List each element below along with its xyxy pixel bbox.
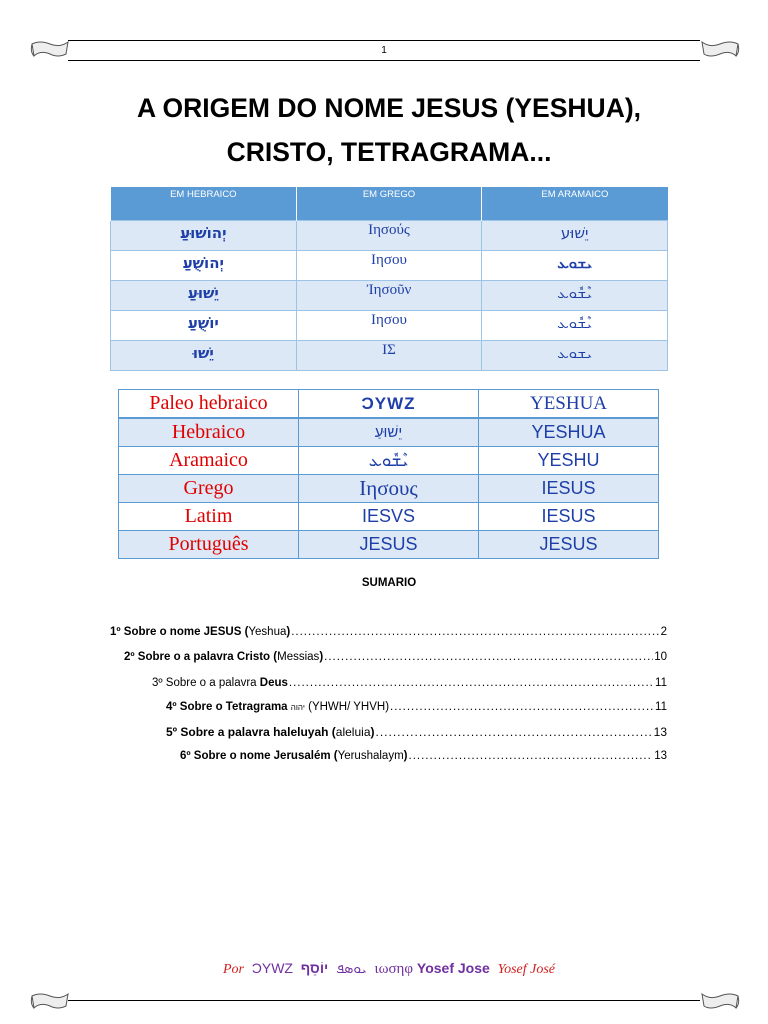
table-row [119, 418, 659, 447]
toc-entry-5[interactable] [166, 725, 667, 739]
aramaic-cell: ܝܶܫܽܘܥ [482, 281, 668, 311]
script-cell: JESUS [299, 531, 479, 559]
hebrew-cell: יֵשׁוּ [111, 341, 297, 371]
hebrew-cell: יֵשׁוּעַ [111, 281, 297, 311]
transliteration-cell: JESUS [479, 531, 659, 559]
toc-label-note: Messias [277, 651, 320, 663]
transliteration-cell: YESHUA [479, 418, 659, 447]
language-cell: Latim [119, 503, 299, 531]
footer-rule [68, 1000, 700, 1001]
page-number: 1 [381, 45, 387, 56]
table-row [111, 251, 668, 281]
header-hebrew: EM HEBRAICO [111, 187, 297, 221]
summary-heading: SUMARIO [361, 577, 417, 589]
aramaic-cell: יֵשׁוּע [482, 221, 668, 251]
hebrew-cell: יְהוֹשׁוּעַ [111, 221, 297, 251]
language-cell: Português [119, 531, 299, 559]
toc-label: Deus [259, 677, 288, 689]
names-table [110, 187, 668, 371]
toc-tetragram: יהוה [290, 703, 305, 712]
toc-leader [291, 626, 659, 638]
toc-label-note: (YHWH/ YHVH) [304, 701, 390, 713]
signature-name-bold: Yosef Jose [416, 960, 490, 976]
names-table-header [111, 187, 668, 221]
aramaic-cell: ܝܫܘܥ [482, 251, 668, 281]
toc-page-number: 2 [660, 626, 667, 638]
toc-leader [324, 651, 653, 663]
toc-label-close: ) [286, 626, 291, 638]
greek-cell: Ιησου [296, 311, 482, 341]
transliteration-cell: IESUS [479, 503, 659, 531]
table-row [119, 531, 659, 559]
table-row [111, 281, 668, 311]
table-row [111, 221, 668, 251]
toc-page-number: 11 [655, 701, 667, 713]
script-cell: ܝܶܫܽܘܥ [299, 447, 479, 475]
table-row [119, 390, 659, 419]
table-row [119, 503, 659, 531]
scroll-ornament-bottom-right [700, 990, 740, 1012]
toc-label-note: Yeshua [248, 626, 287, 638]
toc-entry-6[interactable] [180, 750, 667, 762]
script-cell: IESVS [299, 503, 479, 531]
header-rule-top [68, 40, 700, 41]
toc-label: 1º Sobre o nome JESUS ( [110, 626, 249, 638]
title-line-2: CRISTO, TETRAGRAMA... [226, 137, 552, 167]
language-cell: Grego [119, 475, 299, 503]
transliteration-cell: YESHU [479, 447, 659, 475]
table-row [111, 311, 668, 341]
toc-leader [409, 750, 654, 762]
table-row [111, 341, 668, 371]
signature-syriac: ܝܘܣܦ [336, 960, 367, 976]
toc-label-note: aleluia [335, 725, 371, 739]
greek-cell: Ἰησοῦν [296, 281, 482, 311]
toc-label-note: 3º Sobre o a palavra [152, 677, 260, 689]
greek-cell: Ιησούς [296, 221, 482, 251]
toc-entry-1[interactable] [110, 626, 667, 638]
header-aramaic: EM ARAMAICO [482, 187, 668, 221]
toc-leader [376, 725, 653, 739]
toc-entry-2[interactable] [124, 651, 667, 663]
transliteration-cell: YESHUA [479, 390, 659, 419]
language-cell: Hebraico [119, 418, 299, 447]
toc-page-number: 10 [654, 651, 667, 663]
script-cell: יֵשׁוּעַ [299, 418, 479, 447]
signature-paleo: ƆYWZ [251, 960, 293, 976]
hebrew-cell: יְהוֹשֻׁעַ [111, 251, 297, 281]
toc-entry-4[interactable] [166, 701, 667, 713]
scroll-ornament-bottom-left [30, 990, 70, 1012]
signature-hebrew: יוֹסֵף [300, 960, 329, 976]
toc-page-number: 11 [655, 677, 667, 689]
toc-leader [289, 677, 654, 689]
signature-name-italic: Yosef José [497, 962, 556, 977]
header-greek: EM GREGO [296, 187, 482, 221]
toc-label-close: ) [403, 750, 408, 762]
toc-label-close: ) [370, 725, 375, 739]
toc-label: 2º Sobre o a palavra Cristo ( [124, 651, 278, 663]
title-line-1: A ORIGEM DO NOME JESUS (YESHUA), [136, 93, 642, 123]
toc-label: 4º Sobre o Tetragrama [166, 701, 291, 713]
language-cell: Paleo hebraico [119, 390, 299, 419]
toc-label-note: Yerushalaym [337, 750, 404, 762]
toc-label-close: ) [319, 651, 324, 663]
script-cell: Ιησους [299, 475, 479, 503]
document-title [0, 86, 768, 174]
greek-cell: Ιησου [296, 251, 482, 281]
toc-page-number: 13 [653, 725, 667, 739]
signature-greek: ιωσηφ [374, 961, 414, 977]
hebrew-cell: יוֹשֻׁעַ [111, 311, 297, 341]
aramaic-cell: ܝܶܫܽܘܥ [482, 311, 668, 341]
author-signature [0, 960, 768, 978]
signature-por: Por [222, 962, 244, 977]
header-rule-bottom [68, 60, 700, 61]
transliteration-cell: IESUS [479, 475, 659, 503]
toc-label: 5º Sobre a palavra haleluyah ( [166, 725, 336, 739]
table-row [119, 475, 659, 503]
toc-leader [390, 701, 654, 713]
toc-page-number: 13 [654, 750, 667, 762]
greek-cell: ΙΣ [296, 341, 482, 371]
aramaic-cell: ܝܫܘܥ [482, 341, 668, 371]
language-cell: Aramaico [119, 447, 299, 475]
toc-label: 6º Sobre o nome Jerusalém ( [180, 750, 338, 762]
table-row [119, 447, 659, 475]
toc-entry-3[interactable] [152, 677, 667, 689]
languages-table [118, 389, 659, 559]
script-cell: ƆYWZ [299, 390, 479, 419]
